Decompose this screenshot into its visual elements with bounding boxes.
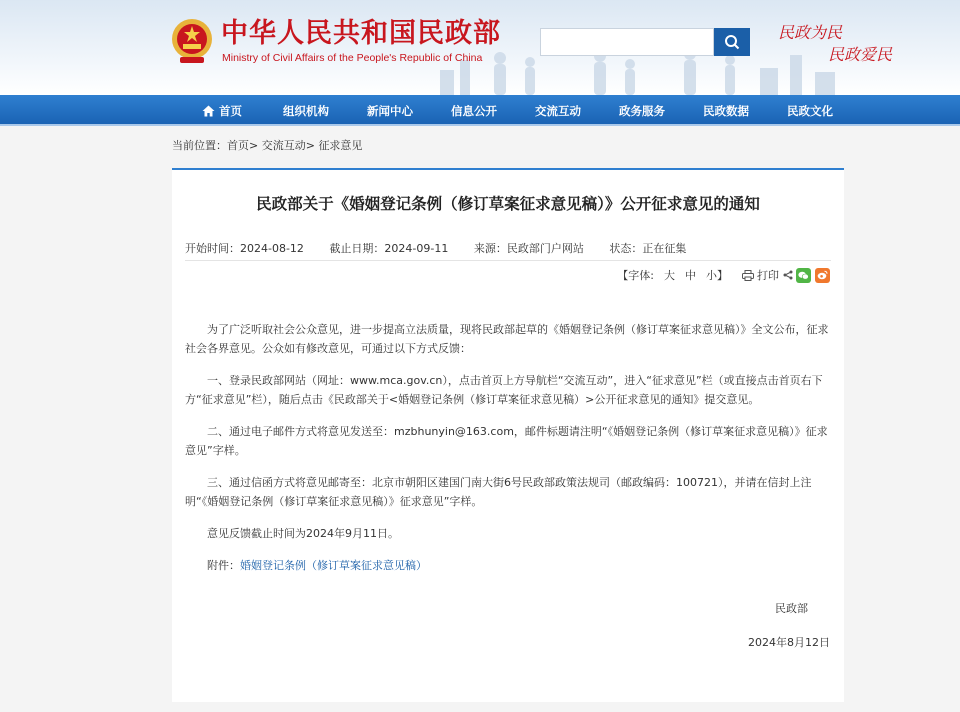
- breadcrumb-consultation[interactable]: 征求意见: [318, 139, 363, 152]
- article-body: [185, 320, 831, 588]
- nav-item-services[interactable]: 政务服务: [619, 103, 665, 118]
- home-icon: [202, 105, 215, 117]
- search-input[interactable]: [540, 28, 714, 56]
- site-header: [0, 0, 960, 95]
- main-nav: [0, 95, 960, 126]
- attachment-line: [185, 556, 831, 575]
- share-icon: [783, 270, 793, 280]
- article-paragraph: 为了广泛听取社会公众意见，进一步提高立法质量，现将民政部起草的《婚姻登记条例（修订草案征求意见稿）》全文公布，征求社会各界意见。公众如有修改意见，可通过以下方式反馈：: [185, 323, 829, 355]
- nav-item-interaction[interactable]: 交流互动: [535, 103, 581, 118]
- breadcrumb-prefix: 当前位置：: [172, 139, 227, 152]
- font-size-large[interactable]: 大: [664, 269, 675, 282]
- slogan-line1: 民政为民: [778, 23, 843, 42]
- article-paragraph: 三、通过信函方式将意见邮寄至：北京市朝阳区建国门南大街6号民政部政策法规司（邮政编码：100721），并请在信封上注明“《婚姻登记条例（修订草案征求意见稿）》征求意见”字样。: [185, 476, 812, 508]
- article-paragraph: 意见反馈截止时间为2024年9月11日。: [207, 527, 399, 540]
- meta-divider: [185, 260, 831, 261]
- font-size-medium[interactable]: 中: [685, 269, 696, 282]
- wechat-share-button[interactable]: [796, 268, 811, 283]
- print-label: 打印: [757, 269, 779, 282]
- nav-item-info-disclosure[interactable]: 信息公开: [451, 103, 497, 118]
- meta-source: 来源：民政部门户网站: [473, 242, 584, 255]
- font-size-label: 【字体:: [617, 269, 654, 282]
- breadcrumb-home[interactable]: 首页: [227, 139, 249, 152]
- nav-item-home[interactable]: [180, 95, 264, 126]
- publish-date: 2024年8月12日: [748, 636, 830, 649]
- nav-item-news[interactable]: 新闻中心: [367, 103, 413, 118]
- breadcrumb: [172, 137, 362, 153]
- national-emblem-icon: [170, 17, 214, 65]
- breadcrumb-sep: >: [305, 139, 319, 152]
- meta-start-time: 开始时间：2024-08-12: [185, 242, 304, 255]
- nav-item-organization[interactable]: 组织机构: [283, 103, 329, 118]
- font-size-small[interactable]: 小】: [706, 269, 728, 282]
- attachment-label: 附件：: [207, 559, 240, 572]
- article-card: [172, 168, 844, 702]
- print-icon: [742, 270, 754, 281]
- search-button[interactable]: [714, 28, 750, 56]
- nav-item-data[interactable]: 民政数据: [703, 103, 749, 118]
- article-tools: [617, 267, 830, 283]
- weibo-share-button[interactable]: [815, 268, 830, 283]
- article-meta: [185, 240, 708, 256]
- site-subtitle: Ministry of Civil Affairs of the People's Republic of China: [222, 52, 483, 64]
- weibo-icon: [817, 270, 828, 280]
- site-title: 中华人民共和国民政部: [221, 18, 501, 49]
- signature: 民政部: [775, 602, 808, 615]
- meta-status: 状态：正在征集: [609, 242, 687, 255]
- print-button[interactable]: [742, 267, 779, 283]
- breadcrumb-interaction[interactable]: 交流互动: [261, 139, 306, 152]
- attachment-link[interactable]: 婚姻登记条例（修订草案征求意见稿）: [240, 559, 427, 572]
- article-title: 民政部关于《婚姻登记条例（修订草案征求意见稿）》公开征求意见的通知: [256, 195, 760, 213]
- nav-item-culture[interactable]: 民政文化: [787, 103, 833, 118]
- breadcrumb-sep: >: [249, 139, 262, 152]
- meta-deadline: 截止日期：2024-09-11: [329, 242, 449, 255]
- nav-label: 首页: [219, 103, 242, 118]
- slogan-line2: 民政爱民: [828, 45, 893, 64]
- share-button[interactable]: [783, 270, 793, 280]
- article-paragraph: 二、通过电子邮件方式将意见发送至：mzbhunyin@163.com，邮件标题请注明“《婚姻登记条例（修订草案征求意见稿）》征求意见”字样。: [185, 425, 828, 457]
- wechat-icon: [798, 271, 809, 280]
- search-icon: [724, 34, 740, 50]
- article-paragraph: 一、登录民政部网站（网址：www.mca.gov.cn），点击首页上方导航栏“交流互动”，进入“征求意见”栏（或直接点击首页右下方“征求意见”栏），随后点击《民政部关于<婚姻登记条例（修订草案征求意见稿）>公开征求意见的通知》提交意见。: [185, 374, 823, 406]
